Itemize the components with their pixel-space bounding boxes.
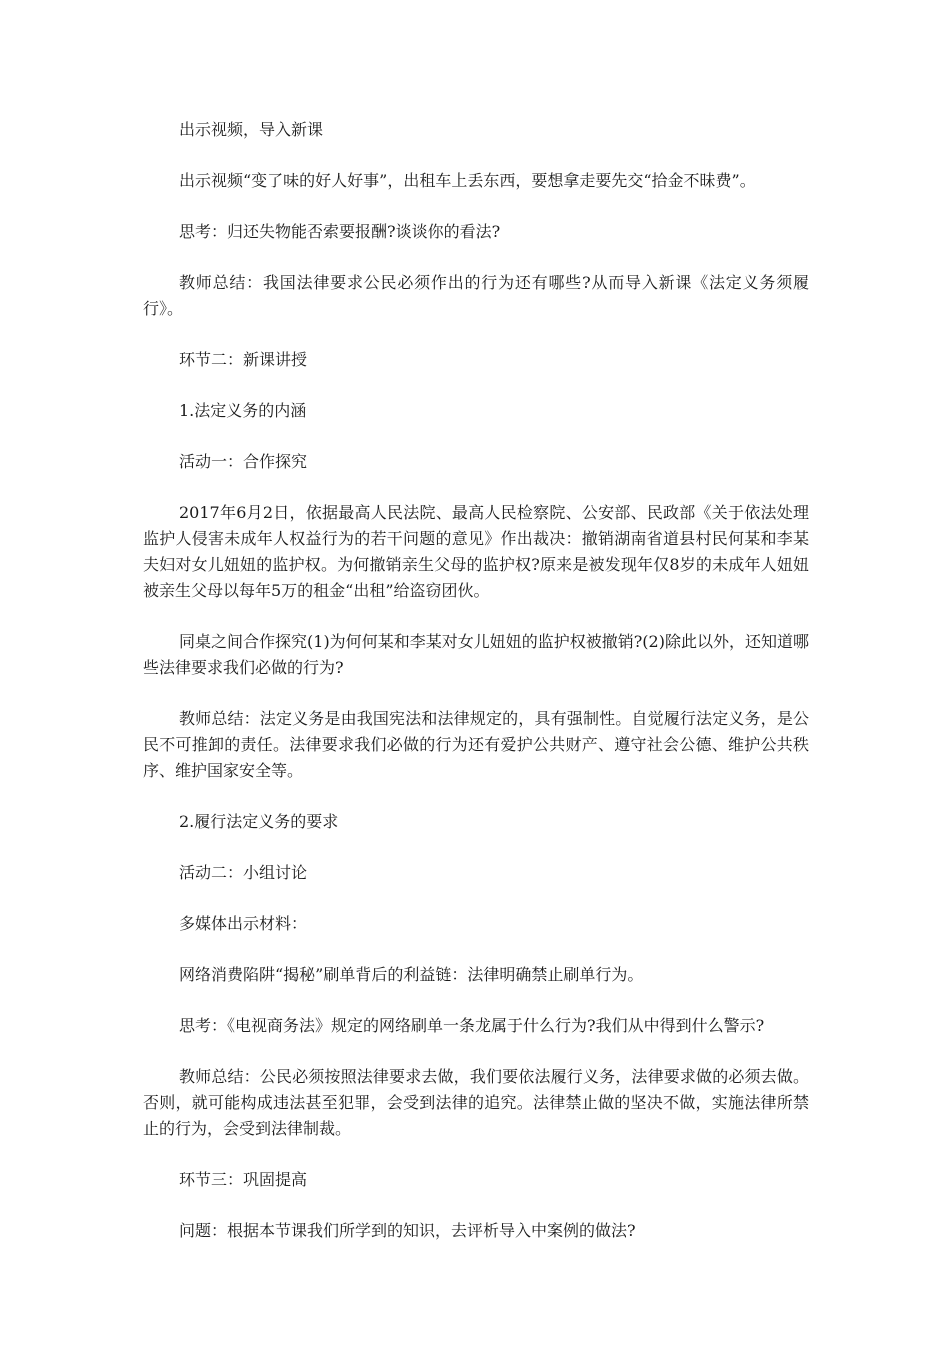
paragraph-think-question-2: 思考：《电视商务法》规定的网络刷单一条龙属于什么行为?我们从中得到什么警示? <box>179 1016 765 1035</box>
paragraph-teacher-summary-3: 教师总结：公民必须按照法律要求去做，我们要依法履行义务，法律要求做的必须去做。否则，就可能构成违法甚至犯罪，会受到法律的追究。法律禁止做的坚决不做，实施法律所禁止的行为，会受到法律制裁。 <box>143 1067 809 1138</box>
paragraph-teacher-summary-2: 教师总结：法定义务是由我国宪法和法律规定的，具有强制性。自觉履行法定义务，是公民不可推卸的责任。法律要求我们必做的行为还有爱护公共财产、遵守社会公德、维护公共秩序、维护国家安全等。 <box>143 709 809 780</box>
paragraph-desk-mate-inquiry: 同桌之间合作探究(1)为何何某和李某对女儿妞妞的监护权被撤销?(2)除此以外，还知道哪些法律要求我们必做的行为? <box>143 632 809 677</box>
paragraph-section-two-heading: 环节二：新课讲授 <box>179 350 308 369</box>
paragraph-teacher-summary-1: 教师总结：我国法律要求公民必须作出的行为还有哪些?从而导入新课《法定义务须履行》。 <box>143 273 809 318</box>
paragraph-show-video-heading: 出示视频，导入新课 <box>179 120 324 139</box>
paragraph-think-question-1: 思考：归还失物能否索要报酬?谈谈你的看法? <box>179 222 501 241</box>
document-body <box>143 117 809 1269</box>
paragraph-subheading-1: 1.法定义务的内涵 <box>179 401 307 420</box>
paragraph-activity-two: 活动二：小组讨论 <box>179 863 308 882</box>
paragraph-case-material: 2017年6月2日，依据最高人民法院、最高人民检察院、公安部、民政部《关于依法处理监护人侵害未成年人权益行为的若干问题的意见》作出裁决：撤销湖南省道县村民何某和李某夫妇对女儿妞妞的监护权。为何撤销亲生父母的监护权?原来是被发现年仅8岁的未成年人妞妞被亲生父母以每年5万的租金“出租”给盗窃团伙。 <box>143 503 809 600</box>
paragraph-multimedia-material: 多媒体出示材料： <box>179 914 308 933</box>
paragraph-consumption-trap: 网络消费陷阱“揭秘”刷单背后的利益链：法律明确禁止刷单行为。 <box>179 965 644 984</box>
paragraph-final-question: 问题：根据本节课我们所学到的知识，去评析导入中案例的做法? <box>179 1221 636 1240</box>
paragraph-section-three-heading: 环节三：巩固提高 <box>179 1170 308 1189</box>
paragraph-activity-one: 活动一：合作探究 <box>179 452 308 471</box>
paragraph-subheading-2: 2.履行法定义务的要求 <box>179 812 339 831</box>
paragraph-video-description: 出示视频“变了味的好人好事”，出租车上丢东西，要想拿走要先交“拾金不昧费”。 <box>179 171 756 190</box>
